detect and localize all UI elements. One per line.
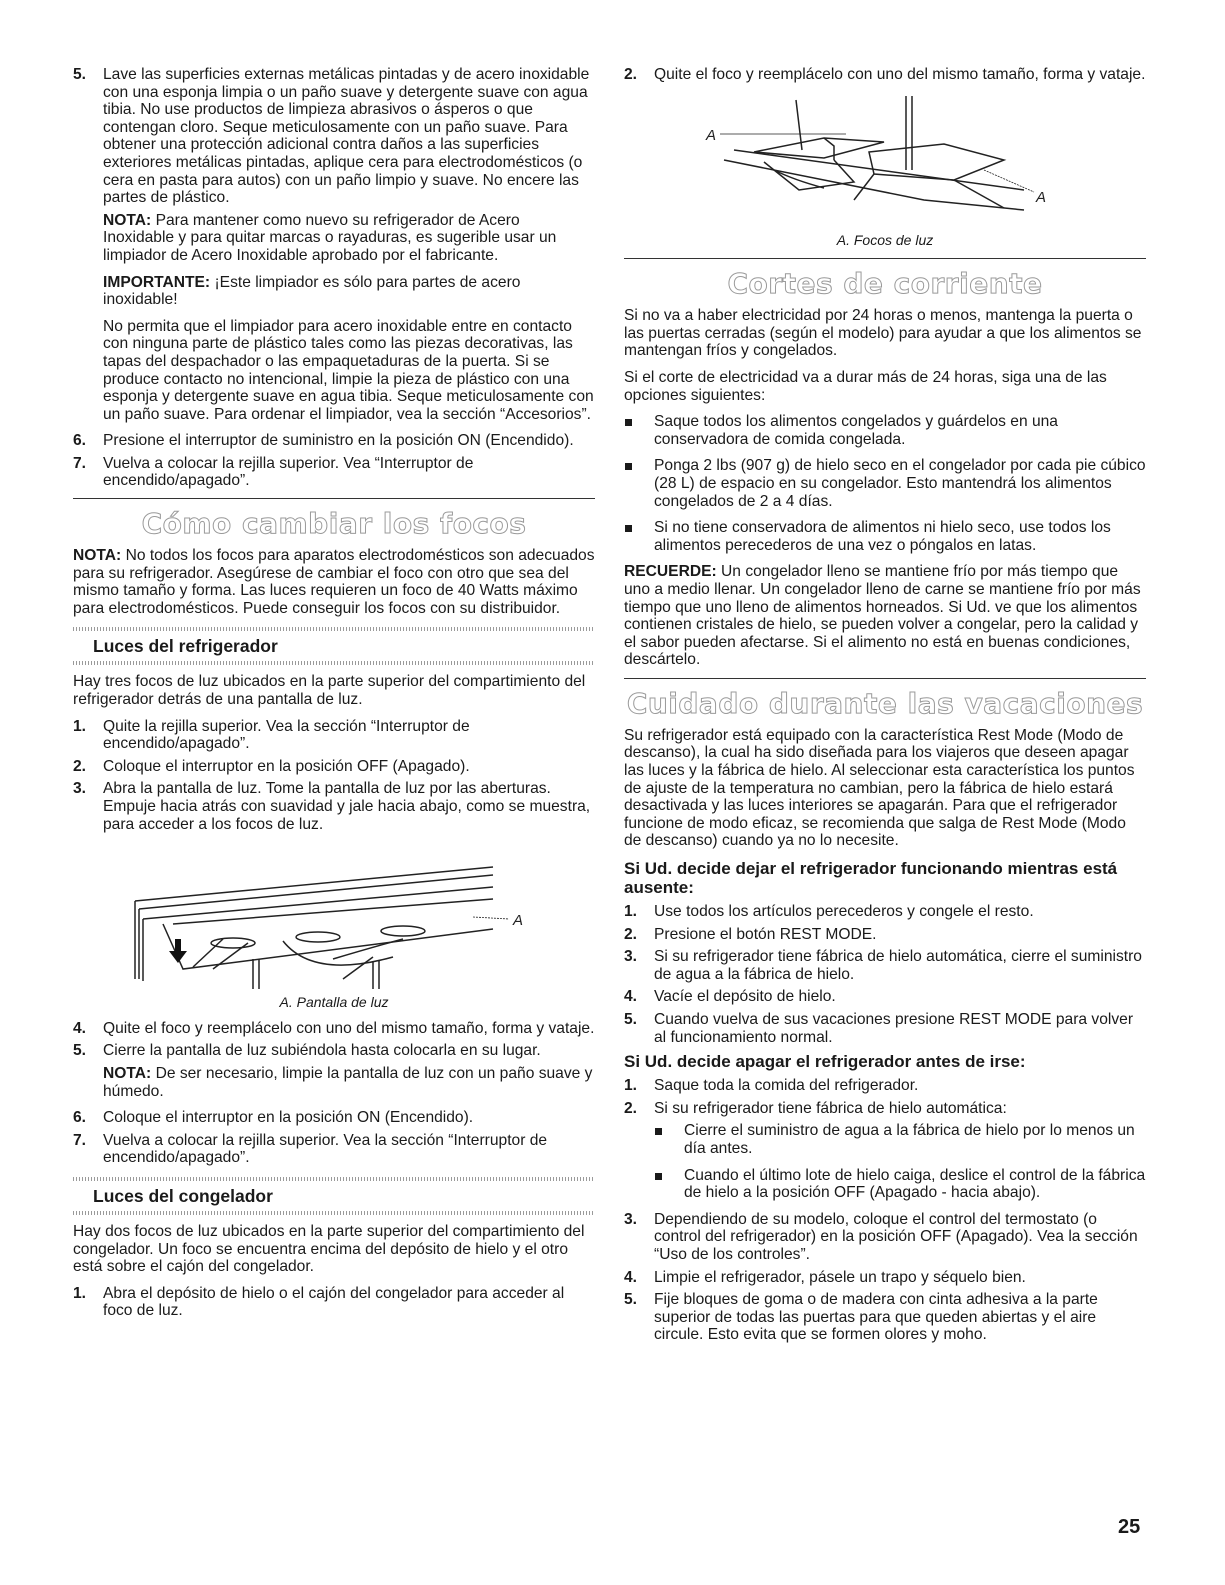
step-text: Abra la pantalla de luz. Tome la pantalla de luz por las aberturas. Empuje hacia atrás con suavidad y jale hacia abajo, como se muestra, para acceder a los focos de luz. (103, 780, 591, 833)
paragraph: Hay tres focos de luz ubicados en la parte superior del compartimiento del refrigerador detrás de una pantalla de luz. (73, 673, 586, 709)
note-paragraph (73, 1065, 595, 1100)
freezer-light-figure (624, 90, 1146, 249)
subsection-header (73, 1177, 595, 1215)
subheading: Si Ud. decide apagar el refrigerador antes de irse: (624, 1052, 1026, 1072)
step-number: 7. (73, 454, 87, 472)
callout-label: A (706, 126, 717, 144)
step-text: Quite la rejilla superior. Vea la sección “Interruptor de encendido/apagado”. (103, 717, 470, 753)
reminder-label: RECUERDE: (624, 563, 717, 581)
important-text: ¡Este limpiador es sólo para partes de acero inoxidable! (103, 273, 521, 309)
step-number: 2. (624, 66, 638, 83)
step-number: 2. (624, 1099, 638, 1117)
step-item (73, 1109, 595, 1127)
step-item (624, 1100, 1146, 1118)
down-arrow-icon (169, 951, 187, 963)
bullet-item: Saque todos los alimentos congelados y guárdelos en una conservadora de comida congelada. (624, 413, 1146, 448)
step-text: Vuelva a colocar la rejilla superior. Vea “Interruptor de encendido/apagado”. (103, 454, 474, 490)
step-number: 6. (73, 432, 87, 450)
left-column (73, 66, 595, 1325)
dotted-rule (73, 1177, 595, 1181)
step-item (73, 432, 595, 450)
section-title: Cuidado durante las vacaciones (626, 686, 1144, 720)
section-divider (624, 678, 1146, 679)
section-divider (624, 258, 1146, 259)
dotted-rule (73, 627, 595, 631)
step-number: 5. (624, 1291, 638, 1309)
step-item (73, 758, 595, 776)
step-item (624, 903, 1146, 921)
section-title: Cortes de corriente (727, 267, 1043, 301)
step-text: Fije bloques de goma o de madera con cinta adhesiva a la parte superior de todas las puertas para que queden abiertas y el aire circule. Esto evita que se formen olores y moho. (654, 1291, 1098, 1344)
step-item (624, 1077, 1146, 1095)
step-item (624, 1269, 1146, 1287)
step-number: 2. (73, 757, 87, 775)
step-item (624, 1211, 1146, 1264)
subsection-title: Luces del refrigerador (93, 636, 278, 657)
section-divider (73, 498, 595, 499)
step-item (73, 1020, 595, 1038)
step-number: 7. (73, 1131, 87, 1149)
note-paragraph (73, 547, 595, 617)
step-text: Saque toda la comida del refrigerador. (654, 1077, 919, 1095)
step-number: 3. (624, 948, 638, 966)
note-label: NOTA: (103, 1064, 152, 1082)
bullet-item: Si no tiene conservadora de alimentos ni hielo seco, use todos los alimentos perecederos de una vez o póngalos en latas. (624, 519, 1146, 554)
step-text: Abra el depósito de hielo o el cajón del congelador para acceder al foco de luz. (103, 1284, 565, 1320)
step-number: 5. (624, 1011, 638, 1028)
step-item (624, 1291, 1146, 1344)
freezer-light-illustration (624, 90, 1146, 228)
step-number: 5. (73, 1042, 87, 1060)
subheading: Si Ud. decide dejar el refrigerador funcionando mientras está ausente: (624, 859, 1118, 898)
step-text: Coloque el interruptor en la posición OFF (Apagado). (103, 757, 470, 775)
step-item (624, 926, 1146, 944)
step-text: Coloque el interruptor en la posición ON (Encendido). (103, 1109, 474, 1127)
step-item (73, 1285, 595, 1320)
step-text: Presione el botón REST MODE. (654, 925, 877, 943)
right-column (624, 66, 1146, 1349)
step-text: Si su refrigerador tiene fábrica de hielo automática: (654, 1099, 1007, 1117)
callout-label: A (1036, 188, 1047, 206)
step-text: Vacíe el depósito de hielo. (654, 988, 836, 1006)
step-number: 6. (73, 1109, 87, 1127)
step-item (624, 1011, 1146, 1046)
step-number: 4. (624, 988, 638, 1006)
sub-bullet-item: Cuando el último lote de hielo caiga, deslice el control de la fábrica de hielo a la posición OFF (Apagado - hacia abajo). (624, 1167, 1146, 1202)
note-text: No todos los focos para aparatos electrodomésticos son adecuados para su refrigerador. Asegúrese de cambiar el foco con otro que sea del mismo tamaño y forma. Las luces requieren un foco de 40 Watts máximo para electrodomésticos. Puede conseguir los focos con su distribuidor. (73, 547, 595, 617)
page-number: 25 (1118, 1516, 1141, 1538)
step-item (624, 66, 1146, 84)
sub-bullet-item: Cierre el suministro de agua a la fábrica de hielo por lo menos un día antes. (624, 1122, 1146, 1157)
paragraph: Si no va a haber electricidad por 24 horas o menos, mantenga la puerta o las puertas cerradas (según el modelo) para ayudar a que los alimentos se mantengan fríos y congelados. (624, 307, 1142, 360)
step-number: 1. (624, 903, 638, 921)
step-text: Vuelva a colocar la rejilla superior. Vea la sección “Interruptor de encendido/apagado”. (103, 1131, 548, 1167)
step-text: Lave las superficies externas metálicas pintadas y de acero inoxidable con una esponja limpia o un paño suave y detergente suave con agua tibia. No use productos de limpieza abrasivos o ásperos o que contengan cloro. Seque meticulosamente con un paño suave. Para obtener una protección adicional contra daños a las superficies exteriores metálicas pintadas, aplique cera para electrodomésticos (o cera en pasta para autos) con un paño limpio y suave. No encere las partes de plástico. (103, 66, 590, 207)
paragraph: Hay dos focos de luz ubicados en la parte superior del compartimiento del congelador. Un foco se encuentra encima del depósito de hielo y el otro está sobre el cajón del congelador. (73, 1222, 585, 1276)
subsection-header (73, 627, 595, 665)
note-paragraph (73, 212, 595, 265)
step-text: Si su refrigerador tiene fábrica de hielo automática, cierre el suministro de agua a la fábrica de hielo. (654, 948, 1142, 983)
dotted-rule (73, 1211, 595, 1215)
step-number: 1. (624, 1077, 638, 1095)
note-label: NOTA: (103, 211, 152, 229)
note-text: Para mantener como nuevo su refrigerador de Acero Inoxidable y para quitar marcas o rayaduras, es sugerible usar un limpiador de Acero Inoxidable aprobado por el fabricante. (103, 211, 557, 264)
subsection-title: Luces del congelador (93, 1185, 273, 1206)
light-shield-figure (73, 839, 595, 1010)
step-number: 1. (73, 717, 87, 735)
figure-caption: A. Focos de luz (836, 232, 934, 249)
note-label: NOTA: (73, 547, 122, 565)
note-text: De ser necesario, limpie la pantalla de luz con un paño suave y húmedo. (103, 1064, 593, 1100)
step-text: Limpie el refrigerador, pásele un trapo y séquelo bien. (654, 1268, 1026, 1286)
step-item (624, 988, 1146, 1006)
step-item (73, 1042, 595, 1060)
section-title: Cómo cambiar los focos (141, 507, 527, 541)
callout-label: A (513, 912, 524, 930)
bullet-item: Ponga 2 lbs (907 g) de hielo seco en el congelador por cada pie cúbico (28 L) de espacio en su congelador. Esto mantendrá los alimentos congelados de 2 a 4 días. (624, 457, 1146, 510)
step-number: 5. (73, 66, 87, 83)
reminder-text: Un congelador lleno se mantiene frío por más tiempo que uno a medio llenar. Un congelador lleno de carne se mantiene frío por más tiempo que uno lleno de alimentos horneados. Si Ud. ve que los alimentos contienen cristales de hielo, se pueden volver a congelar, pero la calidad y el sabor pueden afectarse. Si el alimento no está en buenas condiciones, descártelo. (624, 563, 1141, 669)
step-text: Quite el foco y reemplácelo con uno del mismo tamaño, forma y vataje. (103, 1019, 595, 1037)
step-text: Dependiendo de su modelo, coloque el control del termostato (o control del refrigerador) en la posición OFF (Apagado). Vea la sección “Uso de los controles”. (654, 1210, 1138, 1263)
step-number: 1. (73, 1284, 87, 1302)
step-item (73, 1132, 595, 1167)
step-text: Cierre la pantalla de luz subiéndola hasta colocarla en su lugar. (103, 1042, 541, 1060)
step-text: Presione el interruptor de suministro en la posición ON (Encendido). (103, 432, 574, 450)
step-item (73, 718, 595, 753)
step-number: 3. (624, 1210, 638, 1228)
paragraph: Si el corte de electricidad va a durar más de 24 horas, siga una de las opciones siguientes: (624, 368, 1107, 404)
important-paragraph (73, 274, 595, 309)
light-shield-illustration (73, 839, 595, 989)
step-item (624, 948, 1146, 983)
step-item (73, 780, 595, 833)
step-text: Cuando vuelva de sus vacaciones presione REST MODE para volver al funcionamiento normal. (654, 1011, 1134, 1046)
step-number: 4. (624, 1268, 638, 1286)
step-number: 3. (73, 780, 87, 798)
step-item (73, 66, 595, 207)
reminder-paragraph (624, 563, 1146, 669)
paragraph: Su refrigerador está equipado con la característica Rest Mode (Modo de descanso), la cual ha sido diseñada para los viajeros que deseen apagar las luces y la fábrica de hielo. Al seleccionar esta característica los puntos de ajuste de la temperatura no cambian, pero la fábrica de hielo estará desactivada y las luces interiores se apagarán. Para que el refrigerador funcione de modo eficaz, se recomienda que salga de Rest Mode (Modo de descanso) cuando ya no lo necesite. (624, 726, 1135, 850)
dotted-rule (73, 661, 595, 665)
figure-caption: A. Pantalla de luz (279, 993, 389, 1010)
step-text: Use todos los artículos perecederos y congele el resto. (654, 903, 1034, 921)
steps-list (73, 718, 595, 834)
step-text: Quite el foco y reemplácelo con uno del mismo tamaño, forma y vataje. (654, 66, 1146, 83)
step-number: 2. (624, 925, 638, 943)
step-number: 4. (73, 1019, 87, 1037)
important-label: IMPORTANTE: (103, 273, 211, 291)
paragraph: No permita que el limpiador para acero inoxidable entre en contacto con ninguna parte de plástico tales como las piezas decorativas, las tapas del despachador o las empaquetaduras de la puerta. Si se produce contacto no intencional, limpie la pieza de plástico con una esponja y detergente suave en agua tibia. Seque meticulosamente con un paño suave. Para ordenar el limpiador, vea la sección “Accesorios”. (103, 317, 594, 423)
step-item (73, 455, 595, 490)
